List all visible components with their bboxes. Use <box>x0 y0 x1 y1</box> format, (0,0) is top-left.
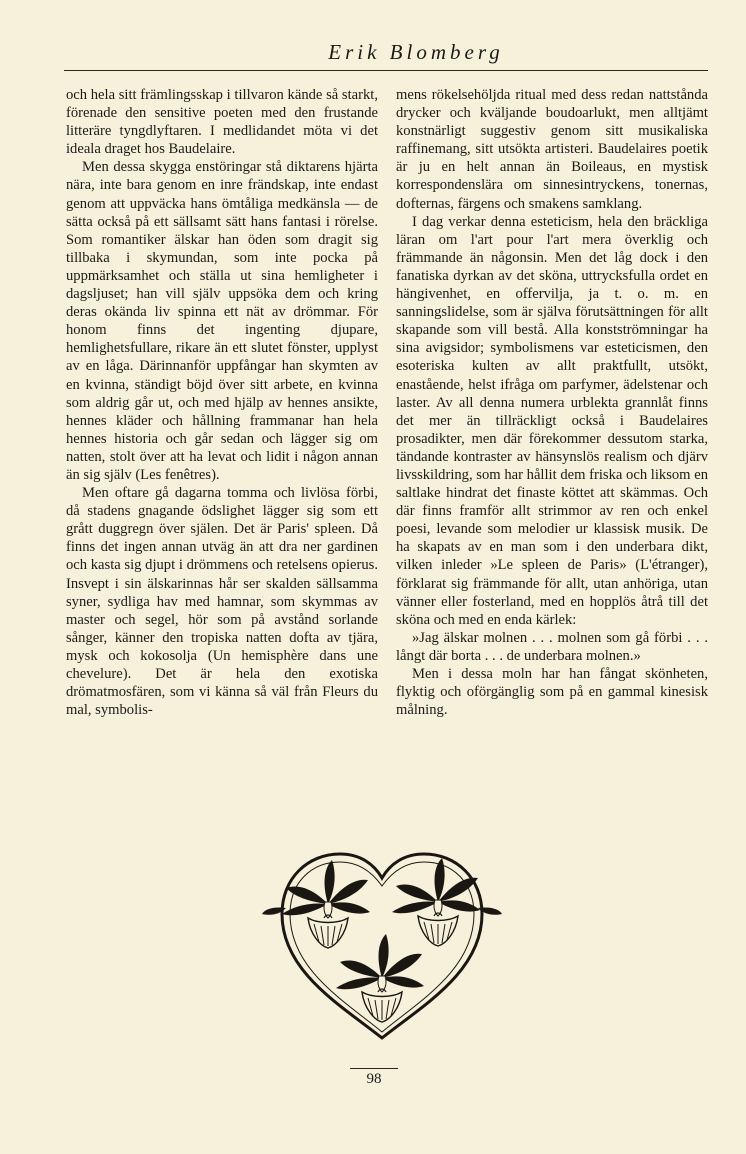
paragraph: Men dessa skygga enstöringar stå diktarens hjärta nära, inte bara genom en inre frändskap, inte endast genom att uppväcka hans ömtåliga medkänsla — de sätta också på ett sällsamt sätt hans fantasi i rörelse. Som romantiker älskar han öden som dragit sig tillbaka i skymundan, som inte pocka på uppmärksamhet och ställa ut sina hemligheter i dagsljuset; han vill själv uppsöka dem och kring deras okända liv spinna ett nät av drömmar. För honom finns det ingenting djupare, hemlighetsfullare, rikare än ett slutet fönster, upplyst av en låga. Därinnanför uppfångar han skymten av en kvinna, ständigt böjd över sitt arbete, en kvinna som aldrig går ut, och med hjälp av hennes ansikte, hennes kläder och hållning frammanar han hela hennes historia och går sedan och lägger sig om natten, stolt över att ha levat och lidit i någon annan än sig själv (Les fenêtres). <box>66 159 378 483</box>
paragraph: Men oftare gå dagarna tomma och livlösa förbi, då stadens gnagande ödslighet lägger sig som ett grått duggregn över själen. Det är Paris' spleen. Då finns det ingen annan utväg än att dra ner gardinen och kasta sig djupt i drömmens och retelsens opierus. Insvept i sin älskarinnas hår ser skalden sällsamma syner, sydliga hav med hamnar, som skymmas av master och segel, hör som på avstånd sorlande sånger, känner den tropiska natten dofta av tjära, mysk och kokosolja (Un hemisphère dans une chevelure). Det är hela den exotiska drömatmosfären, som vi känna så väl från Fleurs du mal, symbolis- <box>66 485 378 719</box>
left-column <box>66 86 378 719</box>
paragraph: I dag verkar denna esteticism, hela den bräckliga läran om l'art pour l'art mera överklig och främmande än någonsin. Men det låg dock i den fanatiska dyrkan av det sköna, uttrycksfulla ordet en hängivenhet, en offervilja, ja t. o. m. en sanningslidelse, som är själva förutsättningen för allt skapande som vill bestå. Alla konstströmningar ha sina avigsidor; symbolismens var esteticismen, den esoteriska kulten av allt praktfullt, utsökt, enastående, helst ifråga om parfymer, ädelstenar och laster. Av all denna numera urblekta grannlåt finns det mer än tillräckligt också i Baudelaires prosadikter, men där förekommer dessutom starka, tändande kontraster av hänsynslös realism och djärv livsskildring, som har hållit dem friska och liksom en saltlake hindrat det finaste köttet att skämmas. Och där finns framför allt strimmor av ren och enkel poesi, levande som melodier ur klassisk musik. De ha skapats av en man som i den underbara dikt, vilken inleder »Le spleen de Paris» (L'étranger), förklarat sig främmande för allt, utan anhöriga, utan vänner eller fosterland, med en hopplös åtrå till det sköna och med en enda kärlek: <box>396 213 708 628</box>
paragraph: Men i dessa moln har han fångat skönheten, flyktig och oförgänglig som på en gammal kinesisk målning. <box>396 666 708 719</box>
paragraph: mens rökelsehöljda ritual med dess redan nattstånda drycker och kväljande boudoarlukt, men alltjämt konstnärligt suggestiv genom sitt musikaliska raffinemang, sitt utsökta artisteri. Baudelaires poetik är ju en helt annan än Boileaus, en mystisk korrespondenslära om sinnesintryckens, tonernas, dofternas, färgens och smakens samklang. <box>396 87 708 212</box>
author-title: Erik Blomberg <box>328 40 504 64</box>
right-column <box>396 86 708 719</box>
quotation: »Jag älskar molnen . . . molnen som gå förbi . . . långt där borta . . . de underbara molnen.» <box>396 629 708 664</box>
paragraph: och hela sitt främlingsskap i tillvaron kände så starkt, förenade den sensitive poeten med den frustande litteräre tyngdlyftaren. I medlidandet möta vi det ideala draget hos Baudelaire. <box>66 87 378 158</box>
page-number: 98 <box>350 1068 398 1088</box>
heart-orchid-vignette <box>262 846 502 1042</box>
running-header <box>64 40 708 71</box>
